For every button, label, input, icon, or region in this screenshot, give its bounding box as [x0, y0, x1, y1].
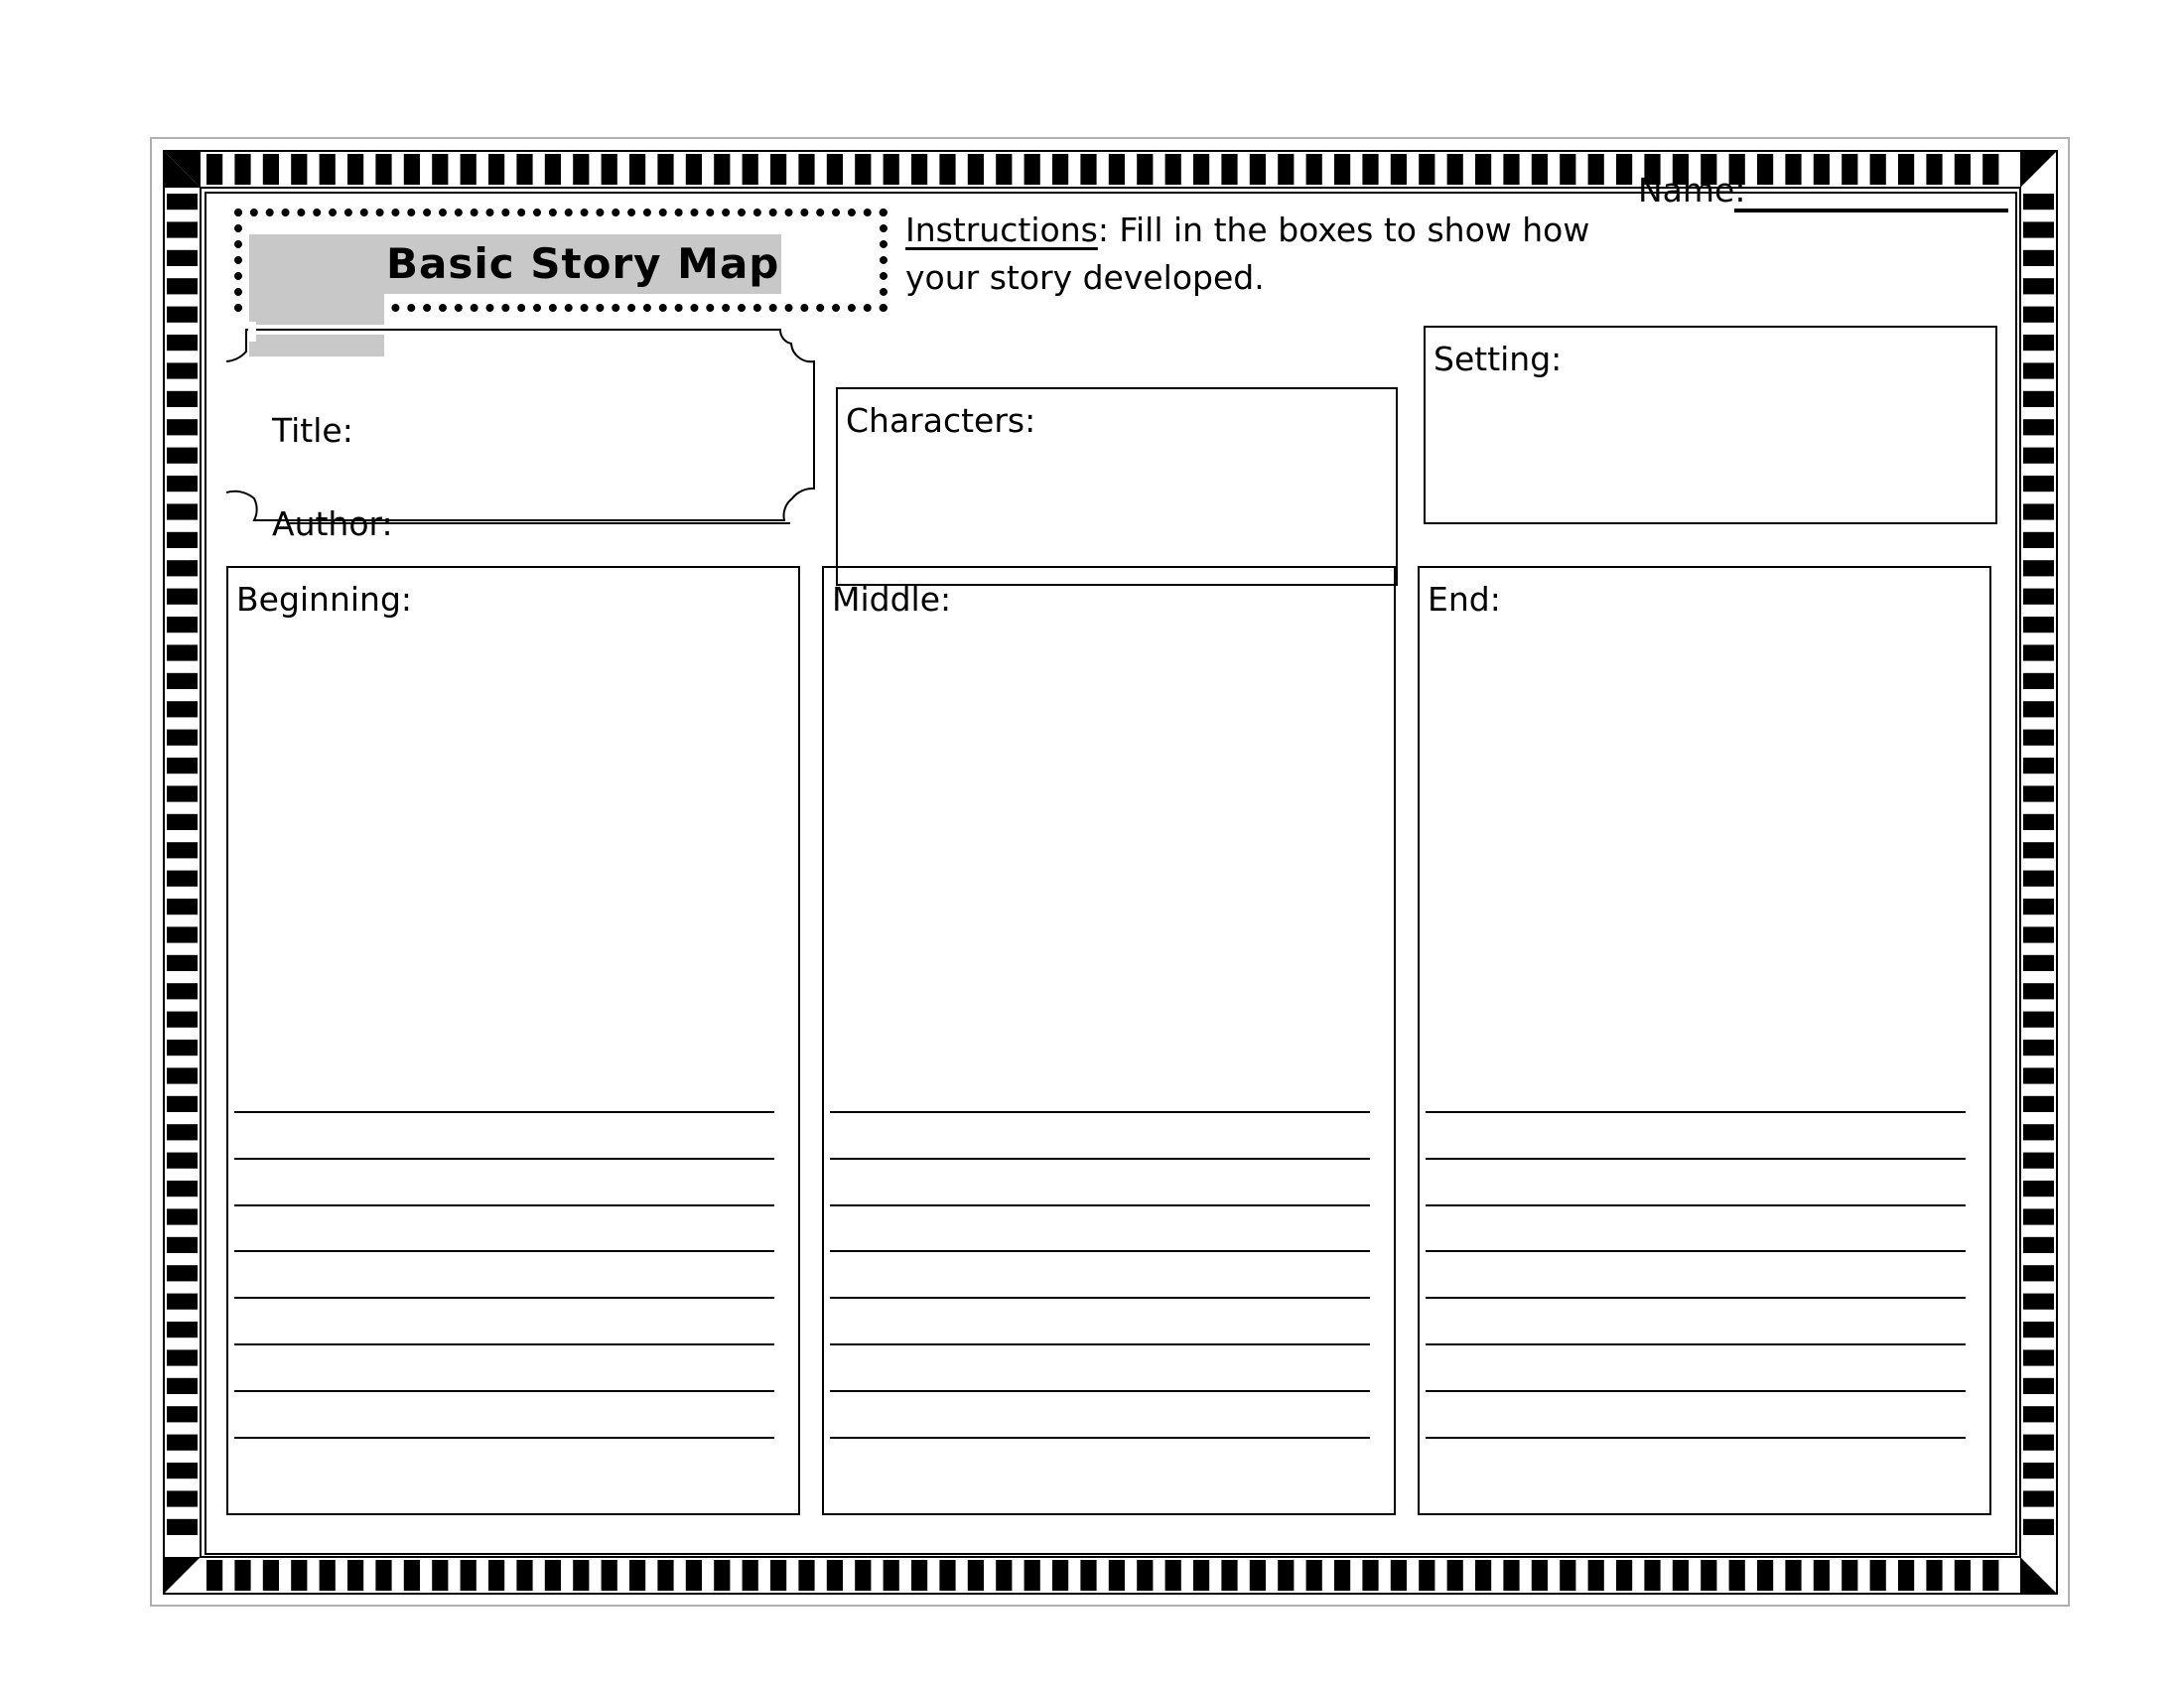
border-square: [2023, 1519, 2054, 1535]
border-square: [167, 1463, 198, 1478]
border-square: [602, 154, 617, 185]
border-square: [1306, 154, 1322, 185]
border-square: [1165, 154, 1181, 185]
border-square: [1447, 154, 1463, 185]
border-square: [2023, 673, 2054, 689]
end-panel[interactable]: [1418, 566, 1991, 1515]
border-square: [167, 1519, 198, 1535]
border-square: [1165, 1560, 1181, 1591]
border-square: [2023, 1012, 2054, 1028]
middle-label: Middle:: [832, 580, 952, 619]
border-square: [2023, 419, 2054, 435]
border-square: [1503, 1560, 1519, 1591]
border-square: [167, 955, 198, 971]
border-square: [1306, 1560, 1322, 1591]
writing-line[interactable]: [1426, 1437, 1966, 1439]
beginning-label: Beginning:: [236, 580, 413, 619]
border-square: [167, 899, 198, 914]
writing-line[interactable]: [234, 1390, 774, 1392]
writing-line[interactable]: [234, 1158, 774, 1160]
border-square: [1757, 154, 1773, 185]
border-square: [1955, 154, 1971, 185]
border-square: [2023, 1040, 2054, 1055]
border-square: [2023, 503, 2054, 519]
border-square: [167, 1012, 198, 1028]
border-square: [432, 1560, 448, 1591]
border-square: [167, 532, 198, 548]
border-square: [1391, 154, 1407, 185]
border-square: [884, 154, 899, 185]
writing-line[interactable]: [234, 1250, 774, 1252]
writing-line[interactable]: [830, 1390, 1370, 1392]
border-square: [714, 154, 730, 185]
border-square: [1560, 1560, 1575, 1591]
border-square: [404, 154, 420, 185]
border-square: [347, 1560, 363, 1591]
border-square: [1080, 154, 1096, 185]
border-square: [2023, 391, 2054, 407]
border-square: [167, 448, 198, 464]
border-square: [2023, 1378, 2054, 1394]
border-square: [516, 1560, 532, 1591]
border-square: [1221, 1560, 1237, 1591]
border-square: [573, 154, 589, 185]
middle-panel[interactable]: [822, 566, 1396, 1515]
border-square: [968, 1560, 984, 1591]
border-square: [1080, 1560, 1096, 1591]
writing-line[interactable]: [1426, 1390, 1966, 1392]
writing-line[interactable]: [234, 1111, 774, 1113]
writing-line[interactable]: [234, 1437, 774, 1439]
border-square: [2023, 448, 2054, 464]
border-square: [461, 1560, 477, 1591]
border-square: [686, 154, 702, 185]
border-square: [827, 154, 843, 185]
border-square: [2023, 335, 2054, 351]
border-square: [629, 154, 645, 185]
border-square: [911, 1560, 927, 1591]
border-square: [2023, 1294, 2054, 1310]
border-square: [1447, 1560, 1463, 1591]
border-square: [167, 1265, 198, 1281]
border-square: [1842, 154, 1857, 185]
border-square: [743, 154, 758, 185]
border-square: [167, 503, 198, 519]
border-square: [1052, 1560, 1068, 1591]
border-square: [996, 154, 1012, 185]
border-square: [1644, 1560, 1660, 1591]
page-title: Basic Story Map: [384, 234, 781, 294]
border-square: [167, 250, 198, 266]
border-square: [167, 560, 198, 576]
writing-line[interactable]: [234, 1297, 774, 1299]
border-square: [2023, 617, 2054, 633]
border-square: [2023, 1463, 2054, 1478]
author-label: Author:: [272, 504, 393, 543]
border-square: [320, 1560, 336, 1591]
border-square: [1898, 1560, 1914, 1591]
border-square: [488, 1560, 504, 1591]
border-square: [1250, 154, 1266, 185]
border-square: [2023, 1124, 2054, 1140]
border-square: [375, 1560, 391, 1591]
border-square: [167, 1349, 198, 1365]
border-square: [2023, 1237, 2054, 1253]
border-square: [2023, 1435, 2054, 1451]
border-square: [855, 154, 871, 185]
border-square: [1334, 154, 1350, 185]
border-square: [798, 154, 814, 185]
border-square: [1757, 1560, 1773, 1591]
border-square: [1955, 1560, 1971, 1591]
border-square: [602, 1560, 617, 1591]
border-square: [827, 1560, 843, 1591]
border-square: [1475, 154, 1491, 185]
border-square: [2023, 899, 2054, 914]
border-square: [2023, 1406, 2054, 1422]
border-square: [2023, 785, 2054, 801]
writing-line[interactable]: [234, 1204, 774, 1206]
border-square: [884, 1560, 899, 1591]
border-square: [167, 785, 198, 801]
border-square: [320, 154, 336, 185]
border-square: [206, 1560, 222, 1591]
writing-line[interactable]: [1426, 1250, 1966, 1252]
border-square: [167, 926, 198, 942]
border-square: [2023, 871, 2054, 887]
border-square: [167, 278, 198, 294]
border-square: [1588, 1560, 1604, 1591]
writing-line[interactable]: [234, 1343, 774, 1345]
border-square: [2023, 362, 2054, 378]
border-square: [1362, 1560, 1378, 1591]
border-square: [167, 871, 198, 887]
border-square: [167, 1181, 198, 1196]
border-square: [2023, 814, 2054, 830]
border-square: [167, 221, 198, 237]
border-square: [167, 983, 198, 999]
border-square: [1870, 154, 1886, 185]
border-square: [291, 1560, 307, 1591]
border-square: [167, 758, 198, 774]
border-square: [1588, 154, 1604, 185]
border-square: [263, 1560, 279, 1591]
border-square: [1024, 1560, 1040, 1591]
border-square: [1898, 154, 1914, 185]
border-square: [686, 1560, 702, 1591]
border-square: [2023, 955, 2054, 971]
border-square: [167, 194, 198, 210]
border-square: [291, 154, 307, 185]
border-square: [1532, 154, 1548, 185]
writing-line[interactable]: [1426, 1158, 1966, 1160]
setting-label: Setting:: [1433, 340, 1563, 378]
border-square: [770, 1560, 786, 1591]
border-square: [167, 1067, 198, 1083]
name-field[interactable]: [1734, 209, 2008, 212]
border-square: [1475, 1560, 1491, 1591]
border-square: [2023, 476, 2054, 492]
border-square: [1278, 154, 1294, 185]
border-square: [2023, 250, 2054, 266]
writing-line[interactable]: [830, 1297, 1370, 1299]
border-square: [770, 154, 786, 185]
border-square: [2023, 194, 2054, 210]
border-corner: [164, 1557, 201, 1594]
border-square: [1137, 154, 1153, 185]
border-square: [404, 1560, 420, 1591]
border-square: [1532, 1560, 1548, 1591]
border-square: [996, 1560, 1012, 1591]
border-square: [167, 307, 198, 323]
border-square: [1701, 1560, 1716, 1591]
writing-line[interactable]: [1426, 1111, 1966, 1113]
border-square: [2023, 983, 2054, 999]
border-square: [1503, 154, 1519, 185]
border-square: [2023, 701, 2054, 717]
border-square: [2023, 758, 2054, 774]
border-square: [263, 154, 279, 185]
border-square: [2023, 278, 2054, 294]
border-square: [167, 391, 198, 407]
border-square: [167, 335, 198, 351]
border-square: [2023, 1208, 2054, 1224]
border-square: [1785, 154, 1801, 185]
writing-line[interactable]: [830, 1437, 1370, 1439]
border-square: [657, 154, 673, 185]
border-square: [1024, 154, 1040, 185]
writing-line[interactable]: [830, 1343, 1370, 1345]
border-square: [347, 154, 363, 185]
border-square: [2023, 1349, 2054, 1365]
border-square: [1560, 154, 1575, 185]
border-square: [432, 154, 448, 185]
writing-line[interactable]: [1426, 1204, 1966, 1206]
border-square: [1278, 1560, 1294, 1591]
border-square: [798, 1560, 814, 1591]
border-square: [1137, 1560, 1153, 1591]
border-square: [2023, 1322, 2054, 1337]
writing-line[interactable]: [1426, 1343, 1966, 1345]
border-square: [939, 1560, 955, 1591]
border-square: [939, 154, 955, 185]
border-square: [1785, 1560, 1801, 1591]
border-square: [488, 154, 504, 185]
border-square: [573, 1560, 589, 1591]
border-square: [167, 814, 198, 830]
border-square: [167, 362, 198, 378]
end-label: End:: [1428, 580, 1501, 619]
border-square: [167, 1406, 198, 1422]
border-square: [1419, 154, 1434, 185]
border-square: [234, 154, 250, 185]
border-square: [1673, 1560, 1689, 1591]
border-square: [1391, 1560, 1407, 1591]
border-corner: [2020, 151, 2057, 188]
border-square: [167, 476, 198, 492]
border-square: [2023, 221, 2054, 237]
border-square: [234, 1560, 250, 1591]
instructions: [905, 207, 1600, 302]
border-square: [714, 1560, 730, 1591]
instructions-text: : Fill in the boxes to show how your story developed.: [905, 211, 1590, 297]
border-square: [375, 154, 391, 185]
border-square: [167, 701, 198, 717]
border-square: [2023, 307, 2054, 323]
border-square: [545, 1560, 561, 1591]
border-square: [1109, 1560, 1125, 1591]
border-square: [1250, 1560, 1266, 1591]
border-square: [167, 1096, 198, 1112]
border-square: [911, 154, 927, 185]
border-square: [167, 644, 198, 660]
border-square: [2023, 1181, 2054, 1196]
border-square: [629, 1560, 645, 1591]
border-square: [167, 419, 198, 435]
border-square: [516, 154, 532, 185]
author-underline: [288, 522, 790, 524]
border-square: [167, 730, 198, 746]
border-square: [2023, 1265, 2054, 1281]
border-corner: [2020, 1557, 2057, 1594]
border-square: [167, 589, 198, 605]
border-square: [1616, 154, 1632, 185]
border-square: [1109, 154, 1125, 185]
characters-label: Characters:: [846, 401, 1036, 440]
border-square: [167, 1378, 198, 1394]
border-square: [206, 154, 222, 185]
instructions-label: Instructions: [905, 211, 1098, 249]
border-square: [2023, 730, 2054, 746]
border-square: [1814, 1560, 1830, 1591]
border-square: [1221, 154, 1237, 185]
border-square: [2023, 1153, 2054, 1169]
border-square: [2023, 1067, 2054, 1083]
border-square: [1052, 154, 1068, 185]
writing-line[interactable]: [1426, 1297, 1966, 1299]
border-square: [1616, 1560, 1632, 1591]
border-square: [545, 154, 561, 185]
writing-line[interactable]: [830, 1204, 1370, 1206]
border-square: [167, 1294, 198, 1310]
border-square: [2023, 560, 2054, 576]
border-square: [2023, 926, 2054, 942]
border-square: [167, 1237, 198, 1253]
border-square: [167, 617, 198, 633]
border-square: [167, 1040, 198, 1055]
border-square: [1926, 154, 1942, 185]
border-square: [167, 1435, 198, 1451]
beginning-panel[interactable]: [226, 566, 800, 1515]
border-square: [1334, 1560, 1350, 1591]
border-square: [167, 673, 198, 689]
border-square: [167, 1124, 198, 1140]
border-square: [2023, 589, 2054, 605]
border-square: [1842, 1560, 1857, 1591]
border-square: [2023, 842, 2054, 858]
border-square: [743, 1560, 758, 1591]
border-square: [167, 1322, 198, 1337]
border-square: [1419, 1560, 1434, 1591]
border-square: [167, 1153, 198, 1169]
border-square: [1362, 154, 1378, 185]
border-square: [167, 842, 198, 858]
border-square: [1926, 1560, 1942, 1591]
border-square: [1729, 1560, 1745, 1591]
border-square: [1193, 154, 1209, 185]
border-square: [1982, 154, 1998, 185]
name-label: Name:: [1638, 171, 1746, 210]
border-square: [968, 154, 984, 185]
border-square: [1982, 1560, 1998, 1591]
border-square: [855, 1560, 871, 1591]
border-square: [2023, 1096, 2054, 1112]
writing-line[interactable]: [830, 1158, 1370, 1160]
border-square: [1814, 154, 1830, 185]
border-square: [1870, 1560, 1886, 1591]
border-square: [2023, 532, 2054, 548]
title-label: Title:: [272, 411, 353, 450]
border-square: [2023, 644, 2054, 660]
border-square: [657, 1560, 673, 1591]
border-square: [167, 1208, 198, 1224]
border-square: [167, 1490, 198, 1506]
border-square: [1193, 1560, 1209, 1591]
writing-line[interactable]: [830, 1250, 1370, 1252]
writing-line[interactable]: [830, 1111, 1370, 1113]
border-square: [461, 154, 477, 185]
border-square: [2023, 1490, 2054, 1506]
